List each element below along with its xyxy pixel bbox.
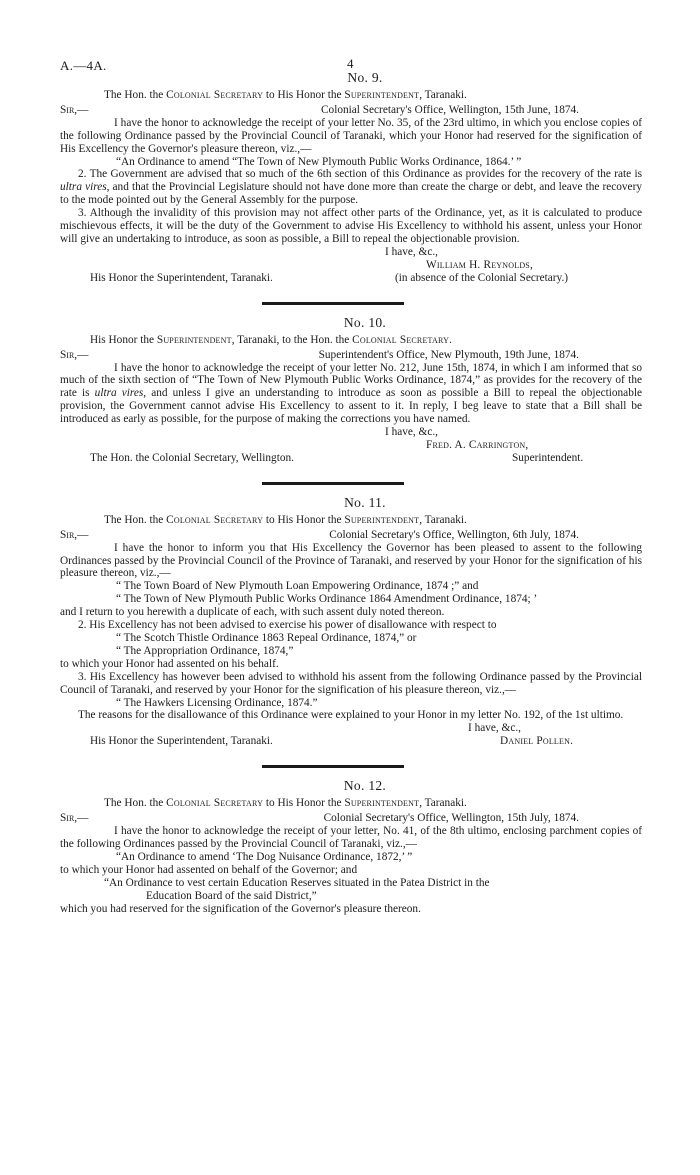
closing: I have, &c.,: [385, 426, 439, 439]
letter-no-10: [60, 314, 642, 466]
sender-address: Colonial Secretary's Office, Wellington, 15th July, 1874.: [323, 812, 579, 825]
recipient: His Honor the Superintendent, Taranaki.: [90, 271, 273, 284]
paragraph-1: I have the honor to inform you that His Excellency the Governor has been pleased to assent to the following Ordinances passed by the Provincial Council of the Province of Taranaki, and reserved by your Honor for the signification of his pleasure thereon, viz.,—: [60, 541, 642, 580]
salutation: Sir,—: [60, 103, 89, 116]
quoted-ordinance: “ The Scotch Thistle Ordinance 1863 Repeal Ordinance, 1874,” or: [116, 632, 417, 644]
quoted-ordinance: “ The Town Board of New Plymouth Loan Empowering Ordinance, 1874 ;” and: [116, 580, 479, 593]
recipient: His Honor the Superintendent, Taranaki.: [90, 735, 273, 748]
paper-code: A.—4A.: [60, 58, 107, 73]
page-number: 4: [347, 56, 354, 71]
letter-no-9: [60, 72, 642, 286]
recipient-row: [60, 452, 642, 466]
quoted-ordinance: “ The Appropriation Ordinance, 1874,”: [116, 644, 294, 657]
signature: Fred. A. Carrington,: [426, 438, 529, 451]
paragraph-1: I have the honor to acknowledge the receipt of your letter No. 35, of the 23rd ultimo, in which you enclose copies of the following Ordinance passed by the Provincial Council of Taranaki, which your Honor had reserved for the signification of His Excellency the Governor's pleasure thereon, viz.,—: [60, 116, 642, 155]
closing: I have, &c.,: [468, 722, 522, 735]
signature: William H. Reynolds,: [426, 258, 533, 271]
letter-heading: His Honor the Superintendent, Taranaki, to the Hon. the Colonial Secretary.: [90, 333, 452, 346]
paragraph-4: The reasons for the disallowance of this Ordinance were explained to your Honor in my letter No. 192, of the 1st ultimo.: [78, 709, 624, 722]
sender-address: Colonial Secretary's Office, Wellington, 15th June, 1874.: [321, 103, 579, 116]
salutation-row: [60, 812, 642, 825]
letter-heading: The Hon. the Colonial Secretary to His Honor the Superintendent, Taranaki.: [104, 797, 467, 810]
signer-note: (in absence of the Colonial Secretary.): [395, 271, 569, 284]
letter-no-11: [60, 494, 642, 749]
paragraph-1: I have the honor to acknowledge the receipt of your letter No. 212, June 15th, 1874, in which I am informed that so much of the sixth section of “The Town of New Plymouth Public Works Ordinance, 1874,” as provides for the recovery of the rate is ultra vires, and unless I give an understanding to introduce as soon as possible a Bill to repeal the objectionable provision, the Government cannot advise His Excellency to assent to it. In reply, I beg leave to state that a Bill shall be introduced as early as possible, for the purpose of making the corrections you have named.: [60, 361, 642, 426]
section-divider: [262, 765, 404, 768]
quoted-ordinance: “An Ordinance to amend “The Town of New Plymouth Public Works Ordinance, 1864.’ ”: [116, 155, 522, 168]
salutation-row: [60, 529, 642, 542]
paragraph-1-mid: to which your Honor had assented on behalf of the Governor; and: [60, 863, 358, 876]
recipient: The Hon. the Colonial Secretary, Wellington.: [90, 451, 294, 464]
sender-address: Colonial Secretary's Office, Wellington, 6th July, 1874.: [329, 528, 579, 541]
letter-heading: The Hon. the Colonial Secretary to His Honor the Superintendent, Taranaki.: [104, 513, 467, 526]
letter-number: No. 11.: [344, 494, 386, 510]
page-header: [60, 52, 642, 72]
salutation-row: [60, 349, 642, 362]
paragraph-1-end: which you had reserved for the signification of the Governor's pleasure thereon.: [60, 902, 421, 915]
document-page: [60, 52, 642, 915]
paragraph-1: I have the honor to acknowledge the receipt of your letter, No. 41, of the 8th ultimo, enclosing parchment copies of the following Ordinances passed by the Provincial Council of Taranaki, viz.,—: [60, 825, 642, 850]
quoted-ordinance: “An Ordinance to amend ‘The Dog Nuisance Ordinance, 1872,’ ”: [116, 850, 413, 863]
letter-number: No. 10.: [343, 314, 387, 330]
paragraph-1-end: and I return to you herewith a duplicate of each, with such assent duly noted thereon.: [60, 606, 445, 619]
section-divider: [262, 302, 404, 305]
sender-address: Superintendent's Office, New Plymouth, 19th June, 1874.: [318, 348, 579, 361]
closing: I have, &c.,: [385, 245, 439, 258]
signer-title: Superintendent.: [512, 451, 584, 464]
section-divider: [262, 482, 404, 485]
paragraph-3: 3. His Excellency has however been advised to withhold his assent from the following Ordinance passed by the Provincial Council of Taranaki, and reserved by your Honor for the signification of his pleasure thereon, viz.,—: [60, 670, 642, 696]
quoted-ordinance: “An Ordinance to vest certain Education Reserves situated in the Patea District in the Education Board of the said District,”: [104, 876, 490, 902]
paragraph-2: 2. His Excellency has not been advised to exercise his power of disallowance with respect to: [78, 619, 497, 632]
paragraph-2: 2. The Government are advised that so much of the 6th section of this Ordinance as provides for the recovery of the rate is ultra vires, and that the Provincial Legislature should not have done more than create the charge or debt, and leave the recovery to the mode pointed out by the General Assembly for the purpose.: [60, 168, 642, 207]
paragraph-3: 3. Although the invalidity of this provision may not affect other parts of the Ordinance, yet, as it is calculated to produce mischievous effects, it will be the duty of the Government to advise His Excellency to withhold his assent, unless your Honor will give an undertaking to introduce, as soon as possible, a Bill to repeal the objectionable provision.: [60, 207, 642, 245]
letter-number: No. 9.: [347, 70, 383, 85]
salutation: Sir,—: [60, 812, 89, 825]
paragraph-2-end: to which your Honor had assented on his behalf.: [60, 657, 279, 670]
quoted-ordinance: “ The Town of New Plymouth Public Works Ordinance 1864 Amendment Ordinance, 1874; ’: [116, 593, 538, 606]
salutation: Sir,—: [60, 348, 89, 361]
letter-number: No. 12.: [343, 778, 387, 794]
quoted-ordinance: “ The Hawkers Licensing Ordinance, 1874.”: [116, 696, 318, 709]
signature: Daniel Pollen.: [500, 735, 574, 748]
salutation: Sir,—: [60, 528, 89, 541]
letter-no-12: [60, 780, 642, 915]
recipient-row: [60, 272, 642, 286]
salutation-row: [60, 104, 642, 117]
letter-heading: The Hon. the Colonial Secretary to His Honor the Superintendent, Taranaki.: [104, 88, 467, 101]
recipient-row: [60, 735, 642, 749]
